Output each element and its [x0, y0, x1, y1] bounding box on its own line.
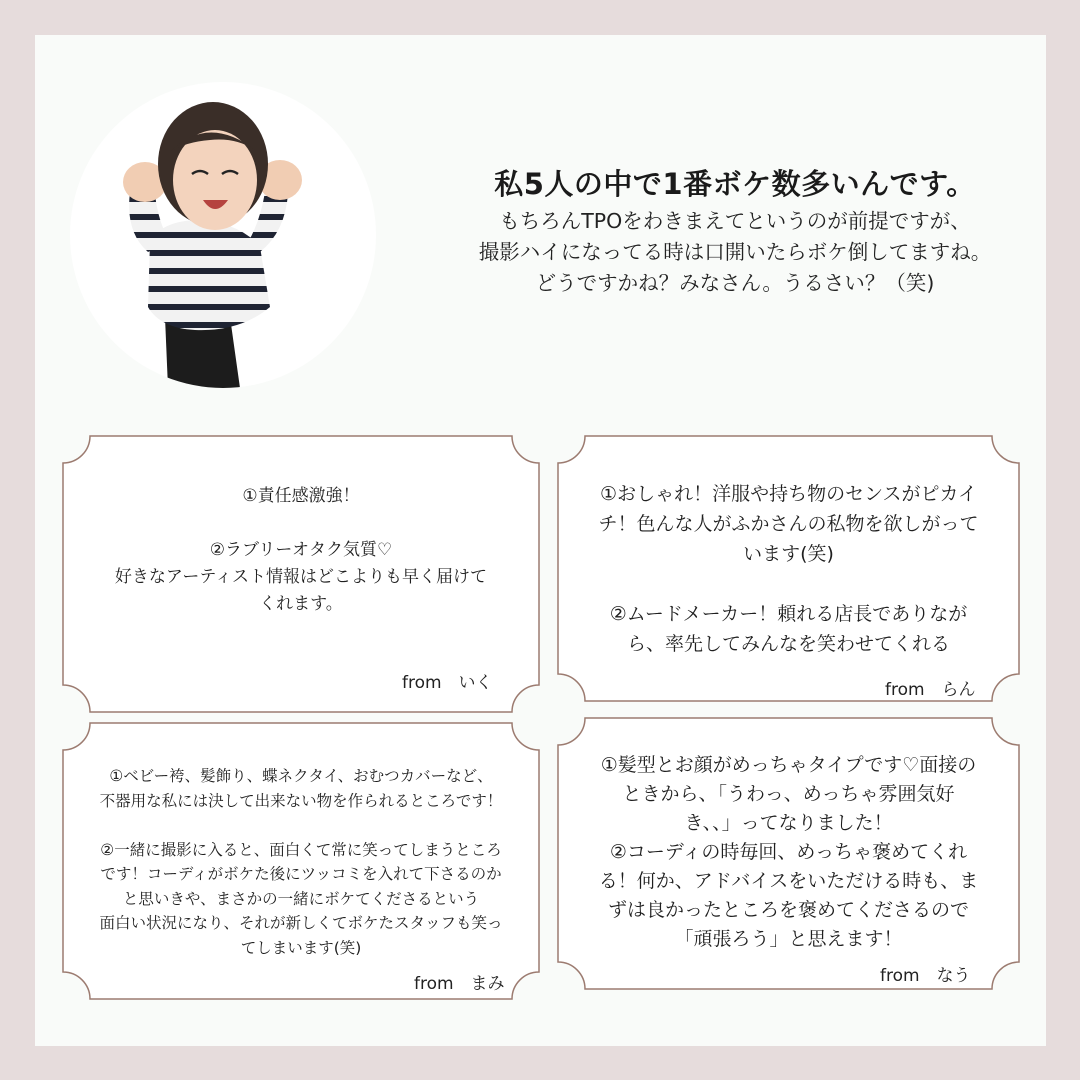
- card-line: ずは良かったところを褒めてくださるので: [607, 899, 969, 921]
- intro-line: 撮影ハイになってる時は口開いたらボケ倒してますね。: [478, 240, 992, 264]
- profile-photo: [70, 82, 376, 388]
- card-message: [62, 483, 540, 618]
- intro-section: [410, 162, 1060, 299]
- card-line: 不器用な私には決して出来ない物を作られるところです！: [99, 791, 503, 810]
- card-line: [557, 569, 1020, 599]
- card-line: ①おしゃれ！洋服や持ち物のセンスがピカイ: [600, 483, 977, 505]
- card-line: 好きなアーティスト情報はどこよりも早く届けて: [114, 567, 488, 587]
- card-message: [557, 751, 1020, 954]
- card-line: です！コーディがボケた後にツッコミを入れて下さるのか: [100, 865, 502, 883]
- card-line: き、、」ってなりました！: [684, 812, 893, 834]
- message-card-nau: [557, 717, 1020, 990]
- card-line: [62, 813, 540, 838]
- message-card-ran: [557, 435, 1020, 702]
- card-line: 面白い状況になり、それが新しくてボケたスタッフも笑っ: [99, 914, 503, 932]
- card-signature: from いく: [402, 673, 493, 693]
- message-card-iku: [62, 435, 540, 713]
- card-line: ①髪型とお顔がめっちゃタイプです♡面接の: [600, 754, 977, 776]
- card-line: ①ベビー袴、髪飾り、蝶ネクタイ、おむつカバーなど、: [109, 767, 493, 785]
- card-line: います(笑): [743, 543, 834, 565]
- card-line: ②ラブリーオタク気質♡: [209, 540, 393, 560]
- card-line: チ！色んな人がふかさんの私物を欲しがって: [598, 513, 979, 535]
- card-line: ②一緒に撮影に入ると、面白くて常に笑ってしまうところ: [100, 840, 502, 859]
- intro-line: どうですかね？みなさん。うるさい？（笑): [535, 271, 935, 295]
- card-line: ①責任感激強！: [242, 486, 360, 506]
- intro-title: 私5人の中で1番ボケ数多いんです。: [494, 167, 976, 201]
- card-line: 「頑張ろう」と思えます！: [674, 928, 903, 950]
- person-illustration: [70, 82, 376, 388]
- card-line: る！何か、アドバイスをいただける時も、ま: [598, 870, 979, 892]
- card-line: ②ムードメーカー！頼れる店長でありなが: [609, 603, 968, 625]
- card-message: [62, 764, 540, 960]
- card-line: と思いきや、まさかの一緒にボケてくださるという: [122, 889, 480, 908]
- card-line: [62, 510, 540, 537]
- card-message: [557, 479, 1020, 659]
- card-line: くれます。: [259, 594, 343, 614]
- card-signature: from らん: [885, 680, 976, 700]
- intro-line: もちろんTPOをわきまえてというのが前提ですが、: [499, 209, 971, 233]
- card-line: ②コーディの時毎回、めっちゃ褒めてくれ: [609, 841, 968, 863]
- card-line: ら、率先してみんなを笑わせてくれる: [626, 633, 950, 655]
- card-signature: from まみ: [414, 974, 505, 994]
- message-card-mami: [62, 722, 540, 1000]
- card-line: ときから、「うわっ、めっちゃ雰囲気好: [622, 783, 955, 805]
- card-line: てしまいます(笑): [240, 938, 362, 957]
- card-signature: from なう: [880, 966, 971, 986]
